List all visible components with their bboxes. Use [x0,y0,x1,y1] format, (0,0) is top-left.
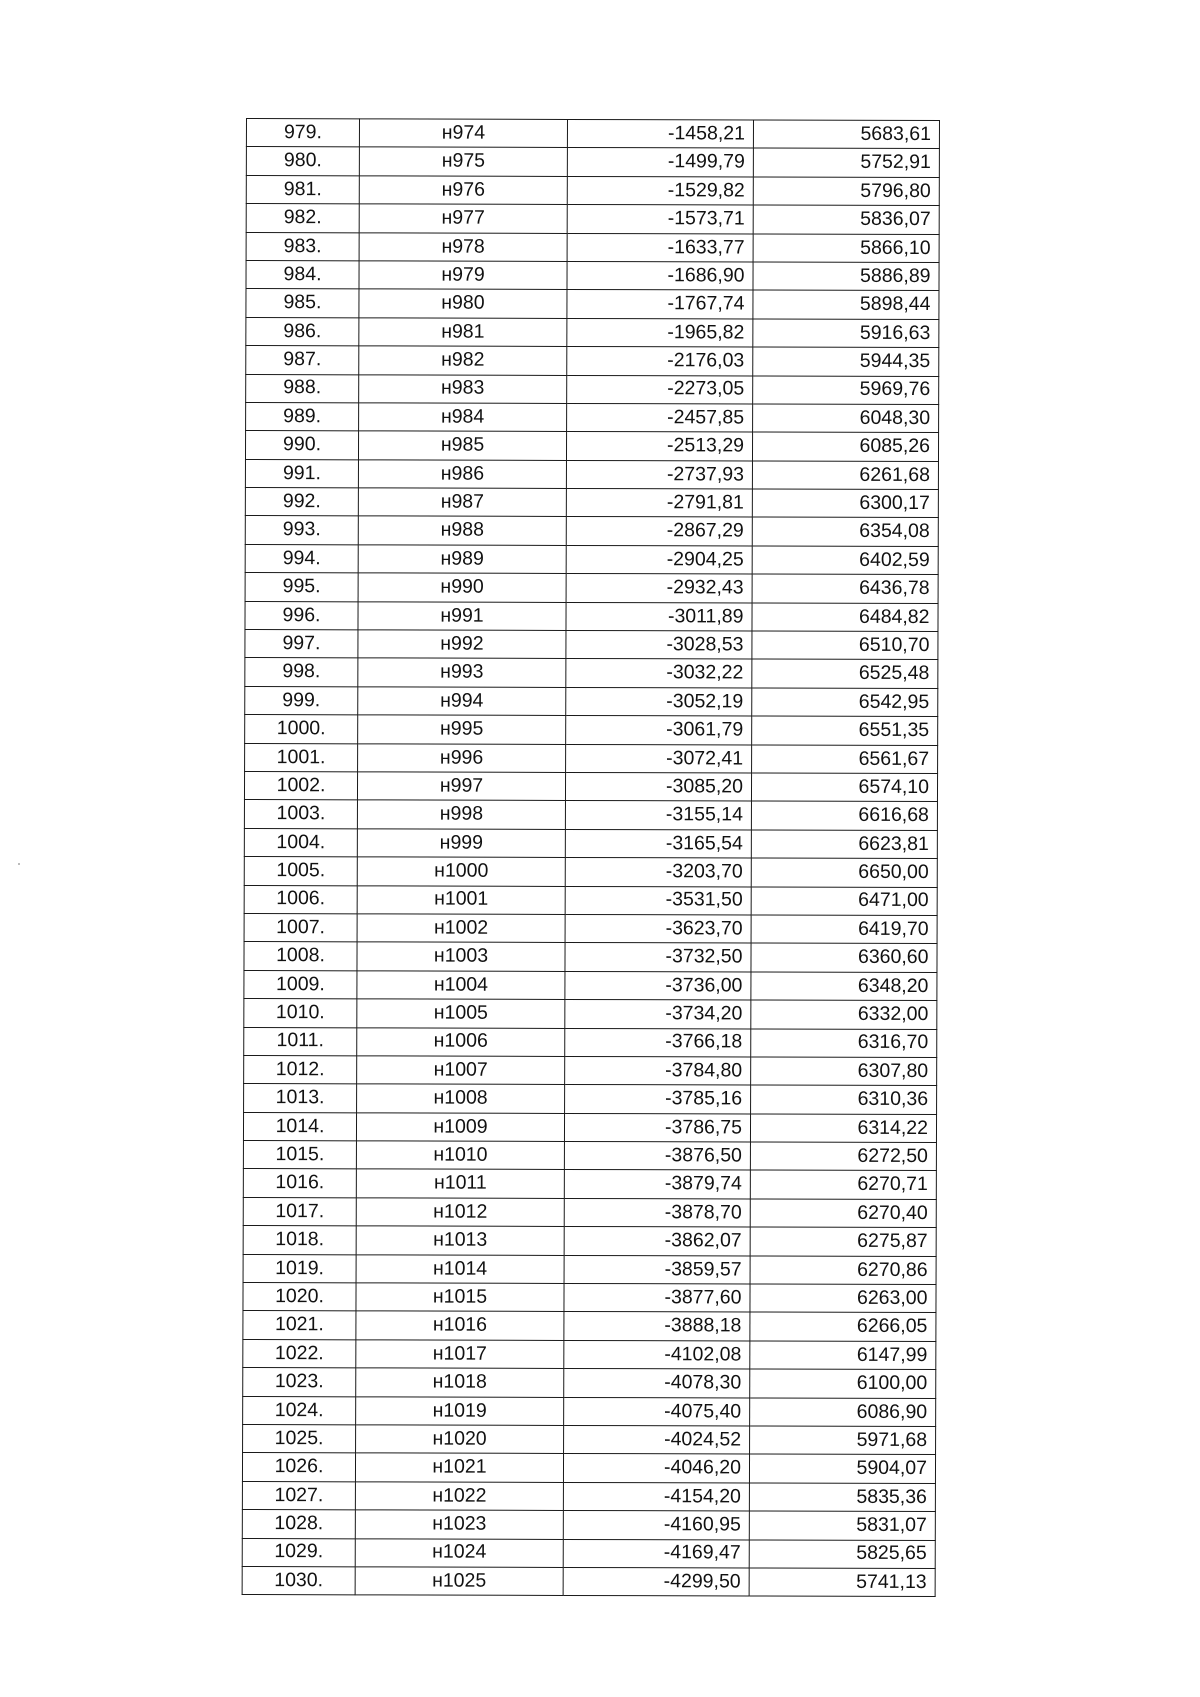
point-name-cell: н974 [359,119,567,148]
table-row [246,402,939,432]
point-name-cell: н1024 [355,1538,563,1567]
x-coordinate-cell: -3879,74 [564,1170,750,1199]
table-row [243,1283,936,1313]
point-name-cell: н1006 [357,1027,565,1056]
x-coordinate-cell: -2932,43 [566,574,752,603]
row-number-cell: 1028. [242,1510,355,1539]
row-number-cell: 1015. [243,1141,356,1170]
y-coordinate-cell: 5836,07 [753,205,939,234]
point-name-cell: н1022 [355,1482,563,1511]
x-coordinate-cell: -4024,52 [564,1425,750,1454]
y-coordinate-cell: 5971,68 [750,1426,936,1455]
row-number-cell: 990. [245,431,358,460]
row-number-cell: 1025. [243,1424,356,1453]
x-coordinate-cell: -3784,80 [565,1056,751,1085]
y-coordinate-cell: 6314,22 [750,1114,936,1143]
table-row [245,431,938,461]
x-coordinate-cell: -1686,90 [567,261,753,290]
y-coordinate-cell: 6310,36 [751,1085,937,1114]
point-name-cell: н979 [359,261,567,290]
row-number-cell: 1020. [243,1283,356,1312]
table-row [245,459,938,489]
table-row [244,942,937,972]
y-coordinate-cell: 5969,76 [753,376,939,405]
table-row [245,630,938,660]
point-name-cell: н997 [357,772,565,801]
table-row [245,686,938,716]
x-coordinate-cell: -4102,08 [564,1340,750,1369]
table-row [242,1566,935,1596]
point-name-cell: н1017 [356,1340,564,1369]
y-coordinate-cell: 5886,89 [753,262,939,291]
row-number-cell: 1023. [243,1368,356,1397]
row-number-cell: 991. [245,459,358,488]
row-number-cell: 1008. [244,942,357,971]
point-name-cell: н992 [358,630,566,659]
point-name-cell: н981 [359,318,567,347]
y-coordinate-cell: 6525,48 [752,659,938,688]
x-coordinate-cell: -3862,07 [564,1227,750,1256]
table-row [243,1311,936,1341]
x-coordinate-cell: -2867,29 [566,517,752,546]
x-coordinate-cell: -2904,25 [566,545,752,574]
table-row [243,1141,936,1171]
x-coordinate-cell: -3531,50 [565,886,751,915]
y-coordinate-cell: 5741,13 [749,1568,935,1597]
table-row [244,771,937,801]
point-name-cell: н988 [358,516,566,545]
table-row [243,1197,936,1227]
point-name-cell: н1020 [356,1425,564,1454]
point-name-cell: н1021 [355,1453,563,1482]
point-name-cell: н1019 [356,1396,564,1425]
x-coordinate-cell: -3028,53 [566,630,752,659]
x-coordinate-cell: -3877,60 [564,1283,750,1312]
x-coordinate-cell: -4160,95 [563,1511,749,1540]
point-name-cell: н983 [359,374,567,403]
table-row [246,232,939,262]
table-row [243,1112,936,1142]
x-coordinate-cell: -4154,20 [563,1482,749,1511]
y-coordinate-cell: 6261,68 [752,461,938,490]
y-coordinate-cell: 5835,36 [749,1483,935,1512]
x-coordinate-cell: -3085,20 [565,772,751,801]
point-name-cell: н1010 [356,1141,564,1170]
y-coordinate-cell: 6100,00 [750,1369,936,1398]
y-coordinate-cell: 5944,35 [753,347,939,376]
row-number-cell: 1011. [244,1027,357,1056]
table-row [244,1084,937,1114]
x-coordinate-cell: -1499,79 [567,148,753,177]
point-name-cell: н978 [359,232,567,261]
point-name-cell: н1016 [356,1311,564,1340]
point-name-cell: н993 [358,658,566,687]
point-name-cell: н991 [358,601,566,630]
row-number-cell: 989. [246,402,359,431]
x-coordinate-cell: -3155,14 [565,801,751,830]
row-number-cell: 1021. [243,1311,356,1340]
point-name-cell: н1015 [356,1283,564,1312]
y-coordinate-cell: 6542,95 [752,688,938,717]
table-row [246,317,939,347]
point-name-cell: н1018 [356,1368,564,1397]
row-number-cell: 1009. [244,970,357,999]
table-row [245,743,938,773]
y-coordinate-cell: 6272,50 [750,1142,936,1171]
row-number-cell: 983. [246,232,359,261]
y-coordinate-cell: 6650,00 [751,858,937,887]
row-number-cell: 1004. [244,828,357,857]
row-number-cell: 993. [245,516,358,545]
row-number-cell: 1006. [244,885,357,914]
x-coordinate-cell: -2176,03 [567,347,753,376]
point-name-cell: н1009 [356,1113,564,1142]
y-coordinate-cell: 5752,91 [753,148,939,177]
table-row [243,1254,936,1284]
x-coordinate-cell: -1529,82 [567,176,753,205]
table-row [242,1510,935,1540]
coordinates-table [242,118,940,1597]
point-name-cell: н1011 [356,1169,564,1198]
x-coordinate-cell: -3165,54 [565,829,751,858]
x-coordinate-cell: -3786,75 [564,1113,750,1142]
point-name-cell: н986 [358,460,566,489]
row-number-cell: 985. [246,289,359,318]
table-row [246,260,939,290]
table-row [242,1481,935,1511]
point-name-cell: н996 [358,743,566,772]
y-coordinate-cell: 6360,60 [751,943,937,972]
row-number-cell: 1001. [245,743,358,772]
y-coordinate-cell: 5683,61 [753,120,939,149]
y-coordinate-cell: 6266,05 [750,1312,936,1341]
table-row [243,1339,936,1369]
row-number-cell: 981. [246,175,359,204]
x-coordinate-cell: -2513,29 [566,432,752,461]
point-name-cell: н989 [358,545,566,574]
x-coordinate-cell: -3888,18 [564,1312,750,1341]
point-name-cell: н1000 [357,857,565,886]
y-coordinate-cell: 6270,86 [750,1256,936,1285]
x-coordinate-cell: -4299,50 [563,1567,749,1596]
table-row [246,147,939,177]
table-row [246,374,939,404]
point-name-cell: н1013 [356,1226,564,1255]
row-number-cell: 1018. [243,1226,356,1255]
point-name-cell: н1008 [357,1084,565,1113]
table-row [242,1453,935,1483]
table-row [246,289,939,319]
point-name-cell: н1012 [356,1198,564,1227]
point-name-cell: н994 [358,687,566,716]
point-name-cell: н984 [359,403,567,432]
row-number-cell: 1003. [244,800,357,829]
x-coordinate-cell: -3072,41 [566,744,752,773]
y-coordinate-cell: 6263,00 [750,1284,936,1313]
row-number-cell: 987. [246,346,359,375]
point-name-cell: н998 [357,800,565,829]
table-row [243,1368,936,1398]
point-name-cell: н1025 [355,1567,563,1596]
table-row [244,800,937,830]
row-number-cell: 1026. [242,1453,355,1482]
x-coordinate-cell: -2737,93 [566,460,752,489]
x-coordinate-cell: -3878,70 [564,1198,750,1227]
y-coordinate-cell: 6419,70 [751,915,937,944]
x-coordinate-cell: -3785,16 [565,1085,751,1114]
table-row [244,828,937,858]
table-row [246,204,939,234]
row-number-cell: 1024. [243,1396,356,1425]
y-coordinate-cell: 6436,78 [752,574,938,603]
point-name-cell: н999 [357,829,565,858]
y-coordinate-cell: 6623,81 [751,830,937,859]
table-row [244,970,937,1000]
y-coordinate-cell: 6316,70 [751,1029,937,1058]
point-name-cell: н977 [359,204,567,233]
point-name-cell: н975 [359,147,567,176]
x-coordinate-cell: -1767,74 [567,290,753,319]
y-coordinate-cell: 5825,65 [749,1540,935,1569]
row-number-cell: 1002. [244,771,357,800]
row-number-cell: 996. [245,601,358,630]
table-row [246,346,939,376]
x-coordinate-cell: -3032,22 [566,659,752,688]
x-coordinate-cell: -3623,70 [565,914,751,943]
point-name-cell: н985 [358,431,566,460]
x-coordinate-cell: -4169,47 [563,1539,749,1568]
y-coordinate-cell: 6551,35 [752,716,938,745]
point-name-cell: н987 [358,488,566,517]
row-number-cell: 992. [245,488,358,517]
scan-speck [18,863,20,865]
x-coordinate-cell: -3011,89 [566,602,752,631]
row-number-cell: 1019. [243,1254,356,1283]
x-coordinate-cell: -3052,19 [566,687,752,716]
x-coordinate-cell: -4046,20 [563,1454,749,1483]
x-coordinate-cell: -4075,40 [564,1397,750,1426]
x-coordinate-cell: -1458,21 [567,119,753,148]
y-coordinate-cell: 6471,00 [751,887,937,916]
row-number-cell: 1012. [244,1055,357,1084]
y-coordinate-cell: 6616,68 [751,801,937,830]
table-row [245,516,938,546]
point-name-cell: н980 [359,289,567,318]
x-coordinate-cell: -2273,05 [567,375,753,404]
row-number-cell: 1000. [245,715,358,744]
y-coordinate-cell: 6307,80 [751,1057,937,1086]
point-name-cell: н1001 [357,885,565,914]
x-coordinate-cell: -1633,77 [567,233,753,262]
table-row [244,913,937,943]
x-coordinate-cell: -2791,81 [566,489,752,518]
y-coordinate-cell: 6561,67 [752,745,938,774]
table-row [244,885,937,915]
row-number-cell: 1027. [242,1481,355,1510]
row-number-cell: 1013. [244,1084,357,1113]
row-number-cell: 986. [246,317,359,346]
y-coordinate-cell: 6086,90 [750,1398,936,1427]
y-coordinate-cell: 6270,71 [750,1170,936,1199]
row-number-cell: 999. [245,686,358,715]
y-coordinate-cell: 6402,59 [752,546,938,575]
y-coordinate-cell: 5904,07 [749,1454,935,1483]
x-coordinate-cell: -4078,30 [564,1369,750,1398]
table-row [243,1424,936,1454]
row-number-cell: 995. [245,573,358,602]
y-coordinate-cell: 6275,87 [750,1227,936,1256]
row-number-cell: 1030. [242,1566,355,1595]
x-coordinate-cell: -3732,50 [565,943,751,972]
y-coordinate-cell: 6510,70 [752,631,938,660]
row-number-cell: 1016. [243,1169,356,1198]
coordinates-table-body [242,119,939,1597]
row-number-cell: 982. [246,204,359,233]
x-coordinate-cell: -3734,20 [565,1000,751,1029]
table-row [243,1169,936,1199]
y-coordinate-cell: 5898,44 [753,290,939,319]
point-name-cell: н1002 [357,914,565,943]
y-coordinate-cell: 6300,17 [752,489,938,518]
table-row [244,857,937,887]
x-coordinate-cell: -2457,85 [567,403,753,432]
row-number-cell: 998. [245,658,358,687]
y-coordinate-cell: 6348,20 [751,972,937,1001]
table-row [245,544,938,574]
point-name-cell: н990 [358,573,566,602]
y-coordinate-cell: 6147,99 [750,1341,936,1370]
row-number-cell: 1007. [244,913,357,942]
point-name-cell: н995 [358,715,566,744]
y-coordinate-cell: 5796,80 [753,177,939,206]
x-coordinate-cell: -3876,50 [564,1142,750,1171]
x-coordinate-cell: -1965,82 [567,318,753,347]
table-row [244,999,937,1029]
row-number-cell: 997. [245,630,358,659]
y-coordinate-cell: 6048,30 [753,404,939,433]
row-number-cell: 994. [245,544,358,573]
table-row [245,601,938,631]
row-number-cell: 980. [246,147,359,176]
point-name-cell: н982 [359,346,567,375]
y-coordinate-cell: 5866,10 [753,234,939,263]
point-name-cell: н1014 [356,1254,564,1283]
table-row [245,573,938,603]
table-row [242,1538,935,1568]
y-coordinate-cell: 6484,82 [752,603,938,632]
y-coordinate-cell: 6354,08 [752,517,938,546]
table-row [246,119,939,149]
row-number-cell: 988. [246,374,359,403]
y-coordinate-cell: 6085,26 [752,432,938,461]
point-name-cell: н976 [359,176,567,205]
table-row [245,658,938,688]
row-number-cell: 979. [246,119,359,148]
x-coordinate-cell: -3061,79 [566,716,752,745]
x-coordinate-cell: -3766,18 [565,1028,751,1057]
row-number-cell: 1029. [242,1538,355,1567]
y-coordinate-cell: 6270,40 [750,1199,936,1228]
row-number-cell: 1014. [243,1112,356,1141]
y-coordinate-cell: 5831,07 [749,1511,935,1540]
point-name-cell: н1023 [355,1510,563,1539]
row-number-cell: 984. [246,260,359,289]
x-coordinate-cell: -3859,57 [564,1255,750,1284]
x-coordinate-cell: -3203,70 [565,858,751,887]
row-number-cell: 1017. [243,1197,356,1226]
row-number-cell: 1005. [244,857,357,886]
y-coordinate-cell: 6332,00 [751,1000,937,1029]
table-row [243,1396,936,1426]
point-name-cell: н1007 [357,1056,565,1085]
x-coordinate-cell: -1573,71 [567,205,753,234]
table-row [246,175,939,205]
table-row [243,1226,936,1256]
point-name-cell: н1004 [357,971,565,1000]
point-name-cell: н1005 [357,999,565,1028]
row-number-cell: 1022. [243,1339,356,1368]
y-coordinate-cell: 6574,10 [751,773,937,802]
point-name-cell: н1003 [357,942,565,971]
table-row [244,1027,937,1057]
table-row [245,488,938,518]
y-coordinate-cell: 5916,63 [753,319,939,348]
x-coordinate-cell: -3736,00 [565,971,751,1000]
row-number-cell: 1010. [244,999,357,1028]
table-row [245,715,938,745]
table-row [244,1055,937,1085]
